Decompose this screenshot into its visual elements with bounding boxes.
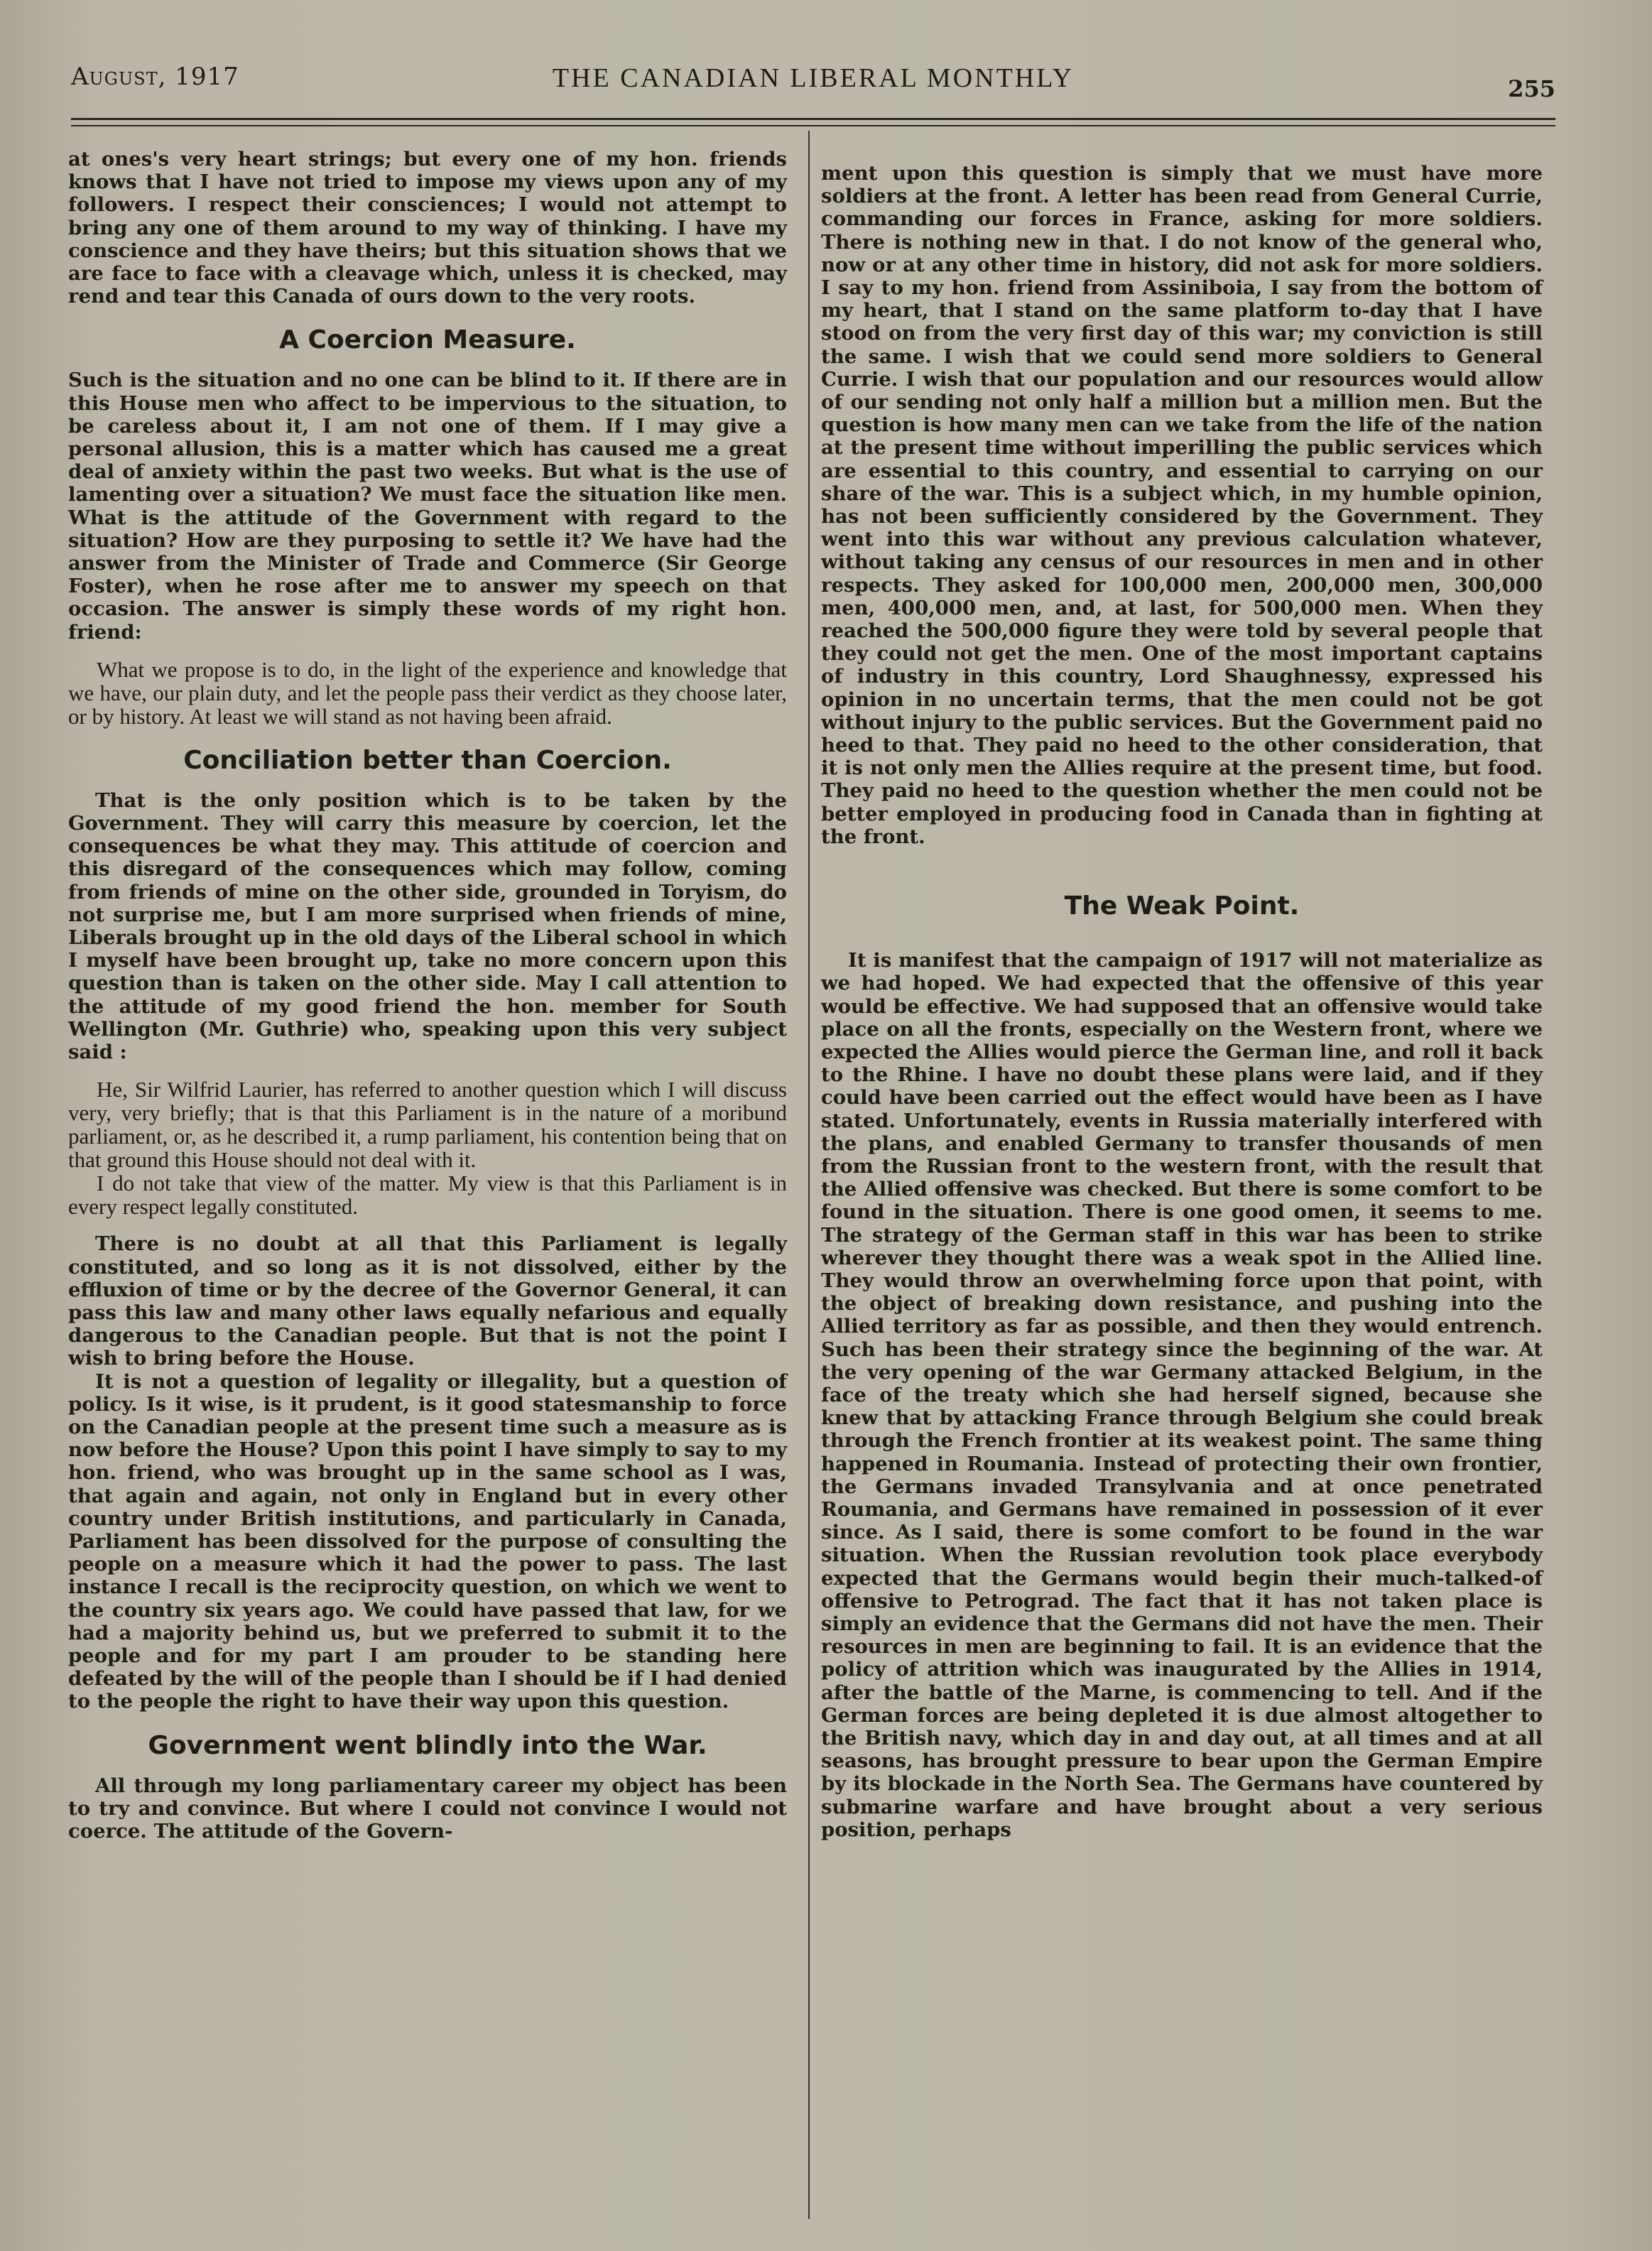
paragraph: There is no doubt at all that this Parliament is legally constituted, and so long as it is not dissolved, either by the effluxion of time or by the decree of the Governor General, it can pass this law and many other laws equally nefarious and equally dangerous to the Canadian people. But that is not the point I wish to bring before the House. [68,1232,787,1370]
paragraph: It is not a question of legality or illegality, but a question of policy. Is it wise, is it prudent, is it good statesmanship to force on the Canadian people at the present time such a measure as is now before the House? Upon this point I have simply to say to my hon. friend, who was brought up in the same school as I was, that again and again, not only in England but in every other country under British institutions, and particularly in Canada, Parliament has been dissolved for the purpose of consulting the people on a measure which it had the power to pass. The last instance I recall is the reciprocity question, on which we went to the country six years ago. We could have passed that law, for we had a majority behind us, but we preferred to submit it to the people and for my part I am prouder to be standing here defeated by the will of the people than I should be if I had denied to the people the right to have their way upon this question. [68,1369,787,1713]
paragraph: at ones's very heart strings; but every one of my hon. friends knows that I have not tried to impose my views upon any of my followers. I respect their consciences; I would not attempt to bring any one of them around to my way of thinking. I have my conscience and they have theirs; but this situation shows that we are face to face with a cleavage which, unless it is checked, may rend and tear this Canada of ours down to the very roots. [68,148,787,308]
quote-paragraph: I do not take that view of the matter. My view is that this Parliament is in every respect legally constituted. [68,1171,787,1220]
header-rule-top [71,118,1555,120]
running-header [71,63,1555,105]
section-heading: Government went blindly into the War. [148,1730,707,1760]
right-column [821,162,1543,1841]
paragraph: All through my long parliamentary career my object has been to try and convince. But where I could not convince I would not coerce. The attitude of the Govern- [68,1774,787,1843]
publication-title: THE CANADIAN LIBERAL MONTHLY [552,63,1075,93]
issue-date: August, 1917 [71,63,239,91]
block-quote [68,1078,787,1218]
left-column [68,148,787,1843]
paragraph: It is manifest that the campaign of 1917 will not materialize as we had hoped. We had expected that the offensive of this year would be effective. We had supposed that an offensive would take place on all the fronts, especially on the Western front, where we expected the Allies would pierce the German line, and roll it back to the Rhine. I have no doubt these plans were laid, and if they could have been carried out the effect would have been as I have stated. Unfortunately, events in Russia materially interfered with the plans, and enabled Germany to transfer thousands of men from the Russian front to the western front, with the result that the Allied offensive was checked. But there is some comfort to be found in the situation. There is one good omen, it seems to me. The strategy of the German staff in this war has been to strike wherever they thought there was a weak spot in the Allied line. They would throw an overwhelming force upon that point, with the object of breaking down resistance, and pushing into the Allied territory as far as possible, and then they would entrench. Such has been their strategy since the beginning of the war. At the very opening of the war Germany attacked Belgium, in the face of the treaty which she had herself signed, because she knew that by attacking France through Belgium she could break through the French frontier at its weakest point. The same thing happened in Roumania. Instead of protecting their own frontier, the Germans invaded Transylvania and at once penetrated Roumania, and Germans have remained in possession of it ever since. As I said, there is some comfort to be found in the war situation. When the Russian revolution took place everybody expected that the Germans would begin their much-talked-of offensive to Petrograd. The fact that it has not taken place is simply an evidence that the Germans did not have the men. Their resources in men are beginning to fail. It is an evidence that the policy of attrition which was inaugurated by the Allies in 1914, after the battle of the Marne, is commencing to tell. And if the German forces are being depleted it is due almost altogether to the British navy, which day in and day out, at all times and at all seasons, has brought pressure to bear upon the German Empire by its blockade in the North Sea. The Germans have countered by submarine warfare and have brought about a very serious position, perhaps [821,949,1543,1841]
page-number: 255 [1508,75,1555,102]
header-rule-bottom [71,125,1555,126]
section-heading: Conciliation better than Coercion. [183,745,672,775]
paragraph: ment upon this question is simply that we must have more soldiers at the front. A letter has been read from General Currie, commanding our forces in France, asking for more soldiers. There is nothing new in that. I do not know of the general who, now or at any other time in history, did not ask for more soldiers. I say to my hon. friend from Assiniboia, I say from the bottom of my heart, that I stand on the same platform to-day that I have stood on from the very first day of this war; my conviction is still the same. I wish that we could send more soldiers to General Currie. I wish that our population and our resources would allow of our sending not only half a million but a million men. But the question is how many men can we take from the life of the nation at the present time without imperilling the public services which are essential to this country, and essential to carrying on our share of the war. This is a subject which, in my humble opinion, has not been sufficiently considered by the Government. They went into this war without any previous calculation whatever, without taking any census of our resources in men and in other respects. They asked for 100,000 men, 200,000 men, 300,000 men, 400,000 men, and, at last, for 500,000 men. When they reached the 500,000 figure they were told by several people that they could not get the men. One of the most important captains of industry in this country, Lord Shaughnessy, expressed his opinion in no uncertain terms, that the men could not be got without injury to the public services. But the Government paid no heed to that. They paid no heed to the other consideration, that it is not only men the Allies require at the present time, but food. They paid no heed to the question whether the men could not be better employed in producing food in Canada than in fighting at the front. [821,162,1543,848]
column-divider [808,131,810,2219]
paragraph: That is the only position which is to be taken by the Government. They will carry this measure by coercion, let the consequences be what they may. This attitude of coercion and this disregard of the consequences which may follow, coming from friends of mine on the other side, grounded in Toryism, do not surprise me, but I am more surprised when friends of mine, Liberals brought up in the old days of the Liberal school in which I myself have been brought up, take no more concern upon this question than is taken on the other side. May I call attention to the attitude of my good friend the hon. member for South Wellington (Mr. Guthrie) who, speaking upon this very subject said : [68,788,787,1064]
quote-paragraph: He, Sir Wilfrid Laurier, has referred to another question which I will discuss very, very briefly; that is that this Parliament is in the nature of a moribund parliament, or, as he described it, a rump parliament, his contention being that on that ground this House should not deal with it. [68,1077,787,1173]
block-quote [68,658,787,728]
paragraph: Such is the situation and no one can be blind to it. If there are in this House men who affect to be impervious to the situation, to be careless about it, I am not one of them. If I may give a personal allusion, this is a matter which has caused me a great deal of anxiety within the past two weeks. But what is the use of lamenting over a situation? We must face the situation like men. What is the attitude of the Government with regard to the situation? How are they purposing to settle it? We have had the answer from the Minister of Trade and Commerce (Sir George Foster), when he rose after me to answer my speech on that occasion. The answer is simply these words of my right hon. friend: [68,369,787,644]
section-heading: A Coercion Measure. [279,325,576,355]
section-heading: The Weak Point. [1064,891,1300,921]
quote-paragraph: What we propose is to do, in the light of the experience and knowledge that we have, our plain duty, and let the people pass their verdict as they choose later, or by history. At least we will stand as not having been afraid. [68,656,787,729]
